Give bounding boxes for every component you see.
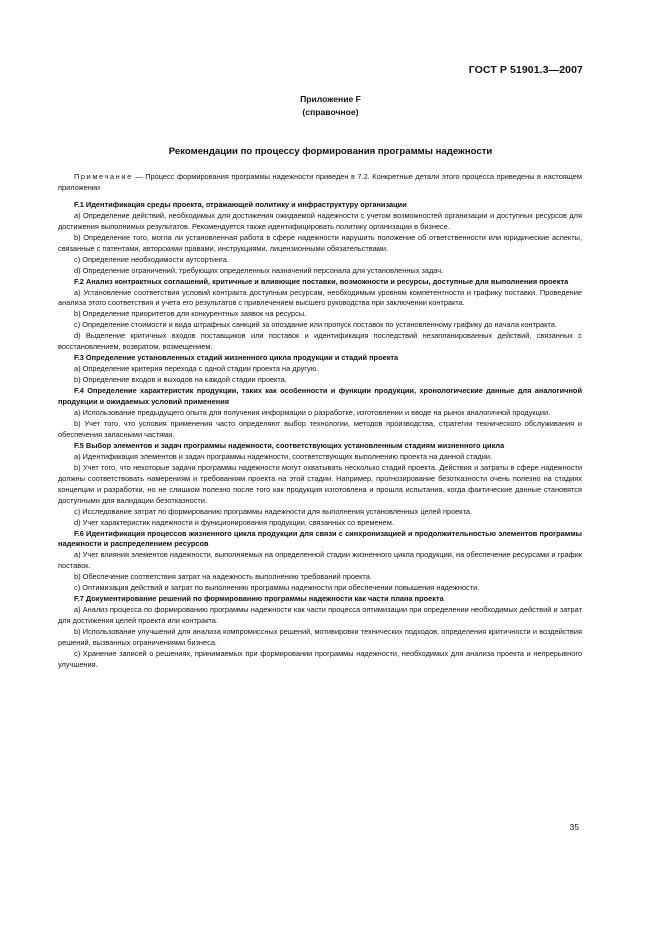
- paragraph: c) Хранение записей о решениях, принимаемых при формировании программы надежности, необходимых для анализа проекта и непрерывного улучшения.: [58, 648, 582, 669]
- appendix-subtitle: (справочное): [302, 107, 359, 117]
- appendix-title: Приложение F: [300, 94, 361, 104]
- paragraph: c) Оптимизация действий и затрат по выполнению программы надежности при обеспечении повышения надежности.: [74, 583, 480, 593]
- paragraph: b) Определение приоритетов для конкурентных заявок на ресурсы.: [74, 309, 307, 319]
- paragraph: c) Исследование затрат по формированию программы надежности для выполнения установленных целей проекта.: [74, 506, 473, 516]
- page-number: 35: [569, 822, 579, 832]
- paragraph: c) Определение необходимости аутсортинга.: [74, 254, 229, 264]
- paragraph: d) Определение ограничений, требующих определенных назначений персонала для установленных задач.: [74, 265, 444, 275]
- paragraph: b) Учет того, что некоторые задачи программы надежности могут охватывать несколько стадий проекта. Действия и затраты в сфере надежности должны соответствовать намерениям и требованиям проекта на этой стадии. Например, прогнозирование безотказности очень полезно на стадиях концепции и разработки, но не слишком полезно после того как продукция изготовлена и прошла испытания, когда фактические данные становятся доступными для валидации безотказности.: [58, 462, 582, 505]
- paragraph: a) Определение критерия перехода с одной стадии проекта на другую.: [74, 364, 319, 374]
- paragraph: b) Использование улучшений для анализа компромиссных решений, мотивировки технических подходов, определения критичности и воздействия решений, вызванных ограничениями бизнеса.: [58, 627, 582, 648]
- section-heading: F.7 Документирование решений по формированию программы надежности как части плана проекта: [74, 594, 444, 604]
- document-body: [58, 172, 582, 671]
- paragraph: d) Учет характеристик надежности и функционирования продукции, связанных со временем.: [74, 517, 394, 527]
- paragraph: a) Анализ процесса по формированию программы надежности как части процесса оптимизации при определении необходимых действий и затрат для достижения целей проекта или контракта.: [58, 605, 582, 626]
- paragraph: b) Определение того, могла ли установленная работа в сфере надежности нарушить положение об ответственности или юридические аспекты, связанные с патентами, авторскими правами, инструкциями, лицензионными обязательствами.: [58, 232, 582, 253]
- paragraph: b) Определение входов и выходов на каждой стадии проекта.: [74, 375, 287, 385]
- paragraph: a) Использование предыдущего опыта для получения информации о разработке, изготовлении и вводе на рынок аналогичной продукции.: [74, 408, 551, 418]
- section-heading: F.1 Идентификация среды проекта, отражающей политику и инфраструктуру организации: [74, 199, 407, 209]
- paragraph: b) Учет того, что условия применения часто определяют выбор технологии, методов производства, стратегии технического обслуживания и обеспечения запасными частями.: [58, 418, 582, 439]
- paragraph: b) Обеспечение соответствия затрат на надежность выполнению требований проекта.: [74, 572, 372, 582]
- paragraph: a) Идентификация элементов и задач программы надежности, соответствующих выполнению проекта на данной стадии.: [74, 451, 493, 461]
- paragraph: d) Выделение критичных входов поставщиков или поставок и идентификация последствий незапланированных действий, связанных с восстановлением, возвратом, возмещением.: [58, 331, 582, 352]
- section-heading: F.2 Анализ контрактных соглашений, критичные и влияющие поставки, возможности и ресурсы, доступные для выполнения проекта: [74, 276, 569, 286]
- section-heading: F.3 Определение установленных стадий жизненного цикла продукции и стадий проекта: [74, 353, 399, 363]
- section-heading: F.4 Определение характеристик продукции, таких как особенности и функции продукции, хронологические данные для аналогичной продукции и ожидаемых условий применения: [58, 386, 582, 407]
- section-heading: F.5 Выбор элементов и задач программы надежности, соответствующих установленным стадиям жизненного цикла: [74, 440, 505, 450]
- note-text: — Процесс формирования программы надежности приведен в 7.2. Конкретные детали этого процесса приведены в настоящем приложении: [58, 172, 582, 192]
- paragraph: a) Учет влияния элементов надежности, выполняемых на определенной стадии жизненного цикла продукции, на обеспечение ресурсами и график поставок.: [58, 550, 582, 571]
- paragraph-list: [58, 200, 582, 671]
- document-title: Рекомендации по процессу формирования программы надежности: [168, 146, 493, 157]
- paragraph: a) Установление соответствия условий контракта доступным ресурсам, необходимым уровням компетентности и графику поставки. Проведение анализа этого соответствия и учета его результатов с привлечением высшего руководства при заключении контракта.: [58, 287, 582, 308]
- section-heading: F.6 Идентификация процессов жизненного цикла продукции для связи с синхронизацией и продолжительностью элементов программы надежности и распределением ресурсов: [58, 528, 582, 549]
- paragraph: a) Определение действий, необходимых для достижения ожидаемой надежности с учетом возможностей организации и доступных ресурсов для достижения выполнимых результатов. Рекомендуется также идентифицировать политику организации в бизнесе.: [58, 210, 582, 231]
- note-paragraph: [58, 172, 582, 194]
- paragraph: c) Определение стоимости и вида штрафных санкций за опоздание или пропуск поставок по установленному графику до начала контракта.: [74, 320, 557, 330]
- note-label: Примечание: [74, 172, 133, 181]
- standard-number: ГОСТ Р 51901.3—2007: [468, 64, 583, 76]
